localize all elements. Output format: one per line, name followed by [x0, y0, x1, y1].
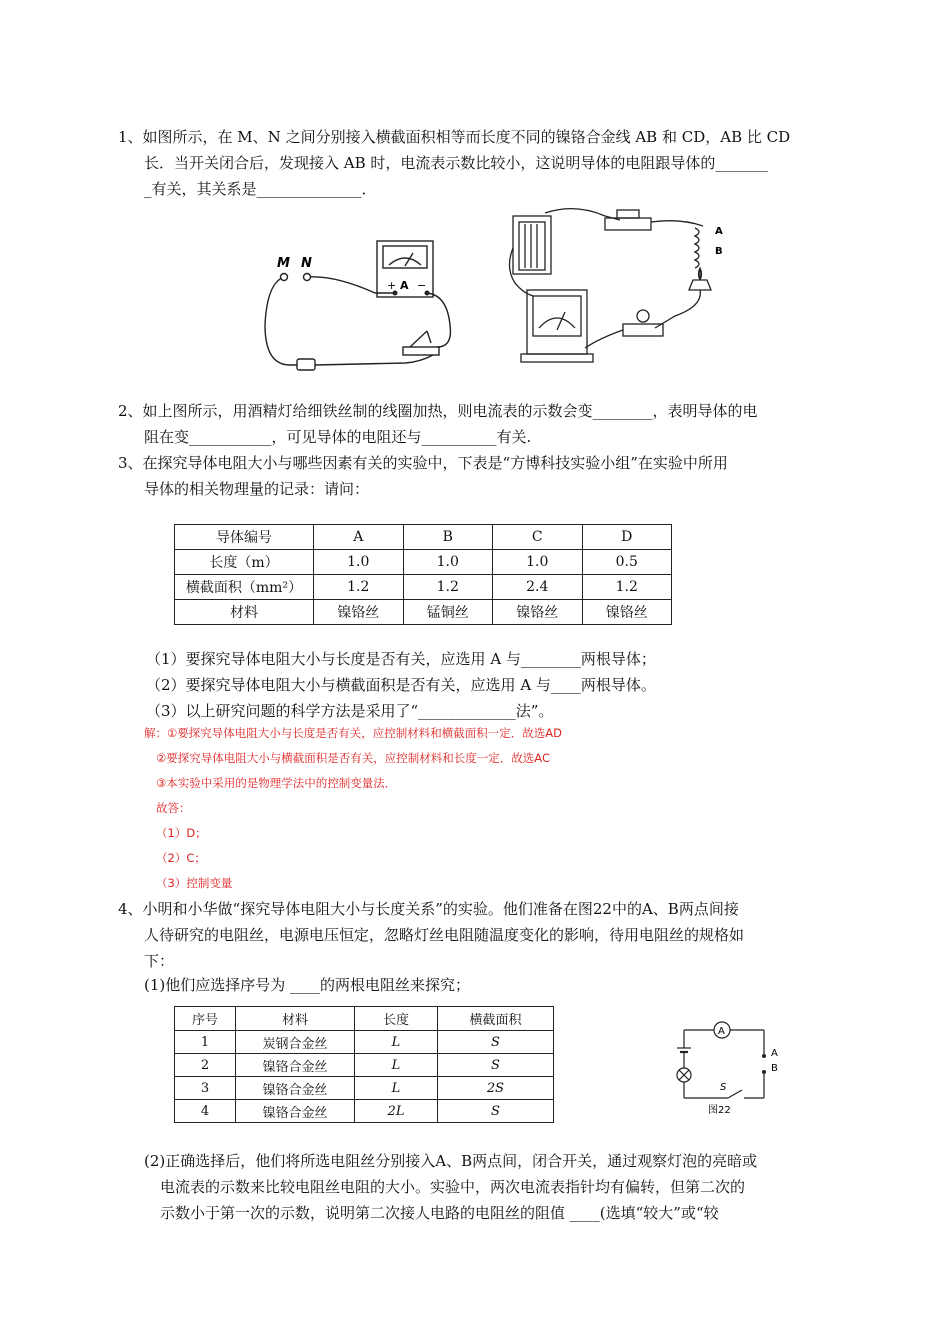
table-row	[175, 1031, 554, 1054]
table-cell: 1.0	[403, 550, 493, 575]
q3-sub3: （3）以上研究问题的科学方法是采用了“_____________法”。	[146, 702, 554, 720]
table-cell: 长度	[355, 1007, 438, 1031]
q4-line3: 下：	[144, 952, 175, 970]
table-cell: 炭钢合金丝	[236, 1031, 355, 1054]
q4-line2: 人待研究的电阻丝，电源电压恒定，忽略灯丝电阻随温度变化的影响，待用电阻丝的规格如	[144, 926, 745, 944]
table-cell: C	[493, 525, 583, 550]
table-cell: 材料	[175, 600, 314, 625]
table-cell: 导体编号	[175, 525, 314, 550]
table-cell: L	[355, 1031, 438, 1054]
alcohol-lamp	[689, 280, 711, 290]
switch-symbol	[728, 1090, 742, 1098]
table-row	[175, 575, 672, 600]
q3-line2: 导体的相关物理量的记录：请问：	[144, 480, 370, 498]
table-cell: L	[355, 1077, 438, 1100]
table-cell: 2S	[438, 1077, 554, 1100]
q1-line3: _有关，其关系是______________．	[144, 180, 377, 198]
fig22-point-a: A	[771, 1048, 778, 1059]
figure-22-circuit	[672, 1018, 792, 1118]
coil	[695, 228, 699, 268]
q3-conductor-table	[174, 524, 672, 625]
q1-circuit-figure-left	[255, 235, 460, 380]
table-cell: 1	[175, 1031, 236, 1054]
resistor-symbol	[297, 359, 315, 370]
table-row	[175, 600, 672, 625]
table-cell: 1.2	[582, 575, 672, 600]
table-cell: B	[403, 525, 493, 550]
table-cell: 材料	[236, 1007, 355, 1031]
table-cell: 横截面积（mm²）	[175, 575, 314, 600]
table-cell: 3	[175, 1077, 236, 1100]
solution-line-4: 故答：	[156, 801, 191, 815]
solution-line-7: （3）控制变量	[156, 876, 233, 890]
table-cell: 镍铬丝	[582, 600, 672, 625]
solution-line-6: （2）C；	[156, 851, 206, 865]
table-cell: 2.4	[493, 575, 583, 600]
table-row	[175, 550, 672, 575]
q4-line1: 4、小明和小华做“探究导体电阻大小与长度关系”的实验。他们准备在图22中的A、B两点间接	[118, 900, 739, 918]
table-row	[175, 525, 672, 550]
table-cell: L	[355, 1054, 438, 1077]
switch-board	[605, 218, 651, 230]
table-cell: 1.0	[493, 550, 583, 575]
meter-minus: −	[417, 279, 427, 292]
table-cell: 1.0	[314, 550, 404, 575]
table-cell: 横截面积	[438, 1007, 554, 1031]
fig22-point-b: B	[771, 1063, 778, 1074]
q1-circuit-figure-right	[505, 198, 735, 370]
table-cell: D	[582, 525, 672, 550]
meter-label: A	[400, 279, 409, 292]
coil-label-a: A	[715, 226, 723, 237]
table-row	[175, 1054, 554, 1077]
q4-sub1: (1)他们应选择序号为 ____的两根电阻丝来探究；	[144, 976, 471, 994]
table-row	[175, 1100, 554, 1123]
q4-sub2-line2: 电流表的示数来比较电阻丝电阻的大小。实验中，两次电流表指针均有偏转，但第二次的	[160, 1178, 746, 1196]
solution-line-1: 解：①要探究导体电阻大小与长度是否有关，应控制材料和横截面积一定．故选AD	[144, 726, 563, 740]
coil-label-b: B	[715, 246, 723, 257]
q2-line1: 2、如上图所示，用酒精灯给细铁丝制的线圈加热，则电流表的示数会变________，表明导体的电	[118, 402, 758, 420]
q3-sub2: （2）要探究导体电阻大小与横截面积是否有关，应选用 A 与____两根导体。	[146, 676, 656, 694]
table-cell: 4	[175, 1100, 236, 1123]
table-cell: 镍铬合金丝	[236, 1100, 355, 1123]
q1-line1: 1、如图所示，在 M、N 之间分别接入横截面积相等而长度不同的镍铬合金线 AB 和 CD，AB 比 CD	[118, 128, 791, 146]
q3-sub1: （1）要探究导体电阻大小与长度是否有关，应选用 A 与________两根导体；	[146, 650, 656, 668]
table-cell: 0.5	[582, 550, 672, 575]
fig22-switch-label: S	[720, 1082, 727, 1093]
switch-base	[403, 347, 439, 355]
table-cell: 镍铬合金丝	[236, 1054, 355, 1077]
solution-line-3: ③本实验中采用的是物理学法中的控制变量法．	[156, 776, 397, 790]
table-cell: 长度（m）	[175, 550, 314, 575]
q2-line2: 阻在变___________，可见导体的电阻还与__________有关.	[144, 428, 532, 446]
table-cell: 2L	[355, 1100, 438, 1123]
q4-sub2-line3: 示数小于第一次的示数，说明第二次接人电路的电阻丝的阻值 ____(选填“较大”或“较	[160, 1204, 719, 1222]
table-cell: 锰铜丝	[403, 600, 493, 625]
table-cell: 镍铬丝	[493, 600, 583, 625]
table-cell: 镍铬丝	[314, 600, 404, 625]
q1-line2: 长．当开关闭合后，发现接入 AB 时，电流表示数比较小，这说明导体的电阻跟导体的_______	[144, 154, 768, 172]
table-cell: 1.2	[314, 575, 404, 600]
label-m: M	[277, 256, 290, 271]
fig22-meter-label: A	[718, 1026, 725, 1037]
label-n: N	[301, 256, 312, 271]
table-cell: S	[438, 1031, 554, 1054]
table-row	[175, 1077, 554, 1100]
table-cell: 序号	[175, 1007, 236, 1031]
table-cell: 1.2	[403, 575, 493, 600]
solution-line-2: ②要探究导体电阻大小与横截面积是否有关，应控制材料和长度一定．故选AC	[156, 751, 551, 765]
table-row	[175, 1007, 554, 1031]
meter-plus: +	[387, 279, 397, 292]
table-cell: S	[438, 1054, 554, 1077]
table-cell: 2	[175, 1054, 236, 1077]
q4-resistor-wire-table	[174, 1006, 554, 1123]
solution-line-5: （1）D；	[156, 826, 207, 840]
ammeter-box-right	[527, 290, 587, 354]
q3-line1: 3、在探究导体电阻大小与哪些因素有关的实验中，下表是“方博科技实验小组”在实验中所用	[118, 454, 728, 472]
table-cell: S	[438, 1100, 554, 1123]
table-cell: 镍铬合金丝	[236, 1077, 355, 1100]
q4-sub2-line1: (2)正确选择后，他们将所选电阻丝分别接入A、B两点间，闭合开关，通过观察灯泡的亮暗或	[144, 1152, 758, 1170]
fig22-caption: 图22	[708, 1105, 731, 1116]
table-cell: A	[314, 525, 404, 550]
lamp-base	[623, 324, 663, 336]
